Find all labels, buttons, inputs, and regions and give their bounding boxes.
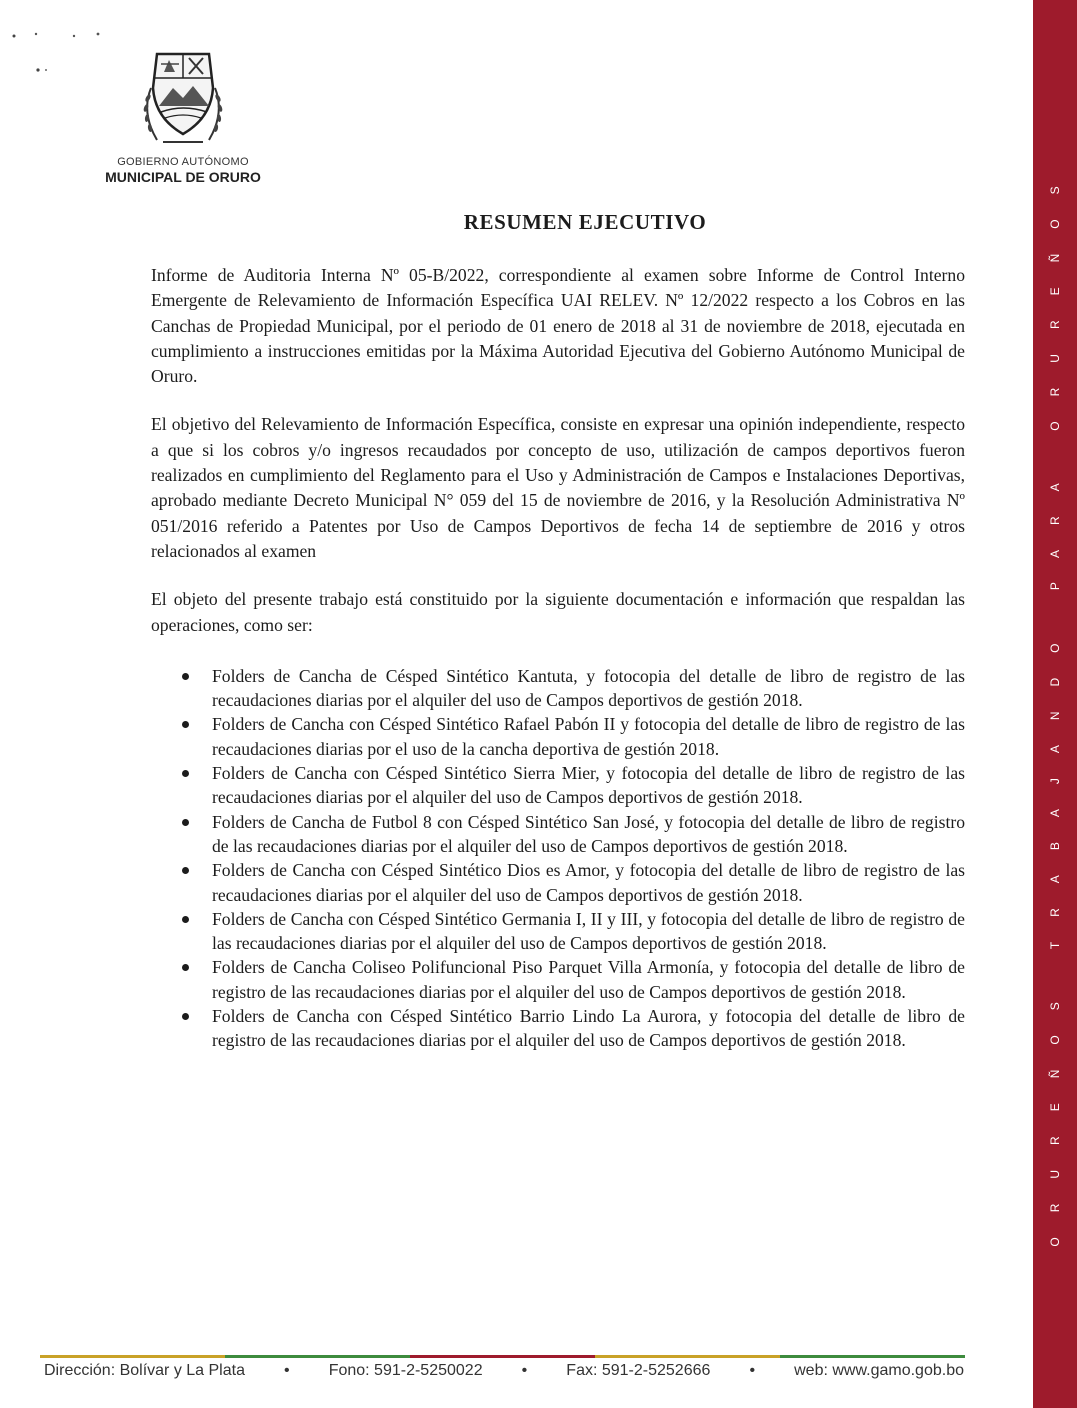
list-item (151, 955, 965, 1004)
side-banner-text: ORUREÑOS TRABAJANDO PARA ORUREÑOS (1048, 161, 1062, 1247)
footer-separator: • (284, 1362, 290, 1379)
list-item-text: Folders de Cancha de Césped Sintético Kantuta, y fotocopia del detalle de libro de registro de las recaudaciones diarias por el alquiler del uso de Campos deportivos de gestión 2018. (212, 665, 965, 711)
bullet-icon (182, 964, 189, 971)
list-item (151, 907, 965, 956)
document-body (151, 263, 965, 1053)
list-item (151, 761, 965, 810)
footer-fax: Fax: 591-2-5252666 (566, 1362, 711, 1379)
footer-separator: • (521, 1362, 528, 1379)
footer-separator: • (749, 1362, 756, 1379)
footer-web: web: www.gamo.gob.bo (794, 1362, 964, 1379)
bullet-icon (182, 867, 189, 874)
paragraph-objective: El objetivo del Relevamiento de Información Específica, consiste en expresar una opinión independiente, respecto a que si los cobros y/o ingresos recaudados por concepto de uso, utilización de campos deportivos fueron realizados en cumplimiento del Reglamento para el Uso y Administración de Campos e Instalaciones Deportivas, aprobado mediante Decreto Municipal N° 059 del 15 de noviembre de 2016, y la Resolución Administrativa Nº 051/2016 referido a Patentes por Uso de Campos Deportivos de fecha 14 de septiembre de 2016 y otros relacionados al examen (151, 414, 965, 561)
list-item (151, 810, 965, 859)
footer (44, 1362, 964, 1380)
document-title: RESUMEN EJECUTIVO (463, 210, 707, 234)
bullet-icon (182, 1013, 189, 1020)
municipal-crest-icon (131, 48, 235, 152)
list-item-text: Folders de Cancha con Césped Sintético Sierra Mier, y fotocopia del detalle de libro de registro de las recaudaciones diarias por el alquiler del uso de Campos deportivos de gestión 2018. (212, 763, 965, 808)
footer-rule-segment (40, 1355, 225, 1358)
bullet-icon (182, 770, 189, 777)
list-item-text: Folders de Cancha con Césped Sintético Barrio Lindo La Aurora, y fotocopia del detalle de libro de registro de las recaudaciones diarias por el alquiler del uso de Campos deportivos de gestión 2018. (212, 1006, 965, 1051)
footer-address: Dirección: Bolívar y La Plata (44, 1362, 245, 1379)
list-item (151, 664, 965, 713)
list-item (151, 712, 965, 761)
footer-rule-segment (595, 1355, 780, 1358)
list-item-text: Folders de Cancha con Césped Sintético Germania I, II y III, y fotocopia del detalle de libro de registro de las recaudaciones diarias por el alquiler del uso de Campos deportivos de gestión 2018. (212, 908, 965, 954)
municipal-logo (88, 48, 278, 185)
bullet-icon (182, 673, 189, 680)
list-item-text: Folders de Cancha con Césped Sintético Dios es Amor, y fotocopia del detalle de libro de registro de las recaudaciones diarias por el alquiler del uso de Campos deportivos de gestión 2018. (212, 860, 965, 905)
paragraph-scope: El objeto del presente trabajo está constituido por la siguiente documentación e información que respaldan las operaciones, como ser: (151, 589, 965, 635)
bullet-icon (182, 916, 189, 923)
footer-rule-segment (780, 1355, 965, 1358)
bullet-icon (182, 721, 189, 728)
footer-rule (40, 1355, 965, 1358)
bullet-icon (182, 819, 189, 826)
footer-rule-segment (225, 1355, 410, 1358)
documents-list (151, 664, 965, 1053)
footer-phone: Fono: 591-2-5250022 (328, 1362, 483, 1379)
side-banner (1033, 0, 1077, 1408)
list-item (151, 858, 965, 907)
list-item-text: Folders de Cancha Coliseo Polifuncional Piso Parquet Villa Armonía, y fotocopia del detalle de libro de registro de las recaudaciones diarias por el alquiler del uso de Campos deportivos de gestión 2018. (212, 957, 965, 1002)
logo-line-1: GOBIERNO AUTÓNOMO (117, 156, 249, 168)
paragraph-intro: Informe de Auditoria Interna Nº 05-B/2022, correspondiente al examen sobre Informe de Control Interno Emergente de Relevamiento de Información Específica UAI RELEV. Nº 12/2022 respecto a los Cobros en las Canchas de Propiedad Municipal, por el periodo de 01 enero de 2018 al 31 de noviembre de 2018, ejecutada en cumplimiento a instrucciones emitidas por la Máxima Autoridad Ejecutiva del Gobierno Autónomo Municipal de Oruro. (151, 265, 965, 387)
list-item-text: Folders de Cancha de Futbol 8 con Césped Sintético San José, y fotocopia del detalle de libro de registro de las recaudaciones diarias por el alquiler del uso de Campos deportivos de gestión 2018. (212, 811, 965, 856)
list-item-text: Folders de Cancha con Césped Sintético Rafael Pabón II y fotocopia del detalle de libro de registro de las recaudaciones diarias por el uso de la cancha deportiva de gestión 2018. (212, 714, 965, 759)
list-item (151, 1004, 965, 1053)
logo-line-2: MUNICIPAL DE ORURO (105, 169, 261, 185)
footer-rule-segment (410, 1355, 595, 1358)
